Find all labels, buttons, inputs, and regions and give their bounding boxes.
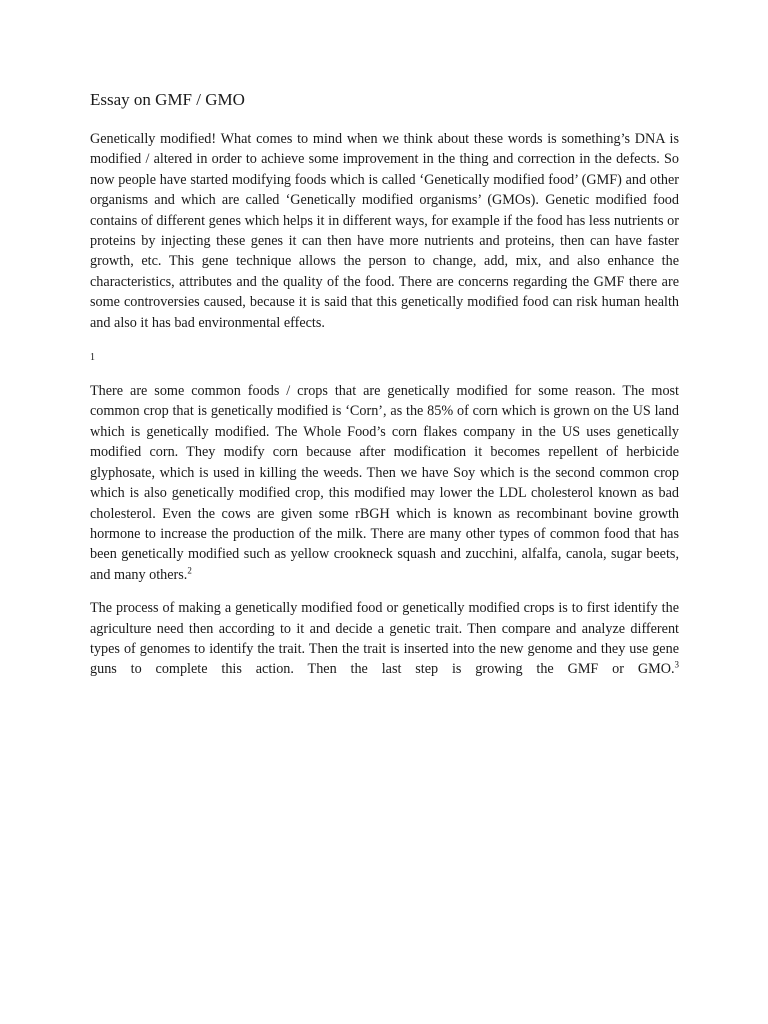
paragraph-2: [90, 381, 679, 585]
footnote-marker-1: 1: [90, 352, 95, 364]
paragraph-2-text: There are some common foods / crops that are genetically modified for some reason. The most common crop that is genetically modified is ‘Corn’, as the 85% of corn which is grown on the US land which is genetically modified. The Whole Food’s corn flakes company in the US uses genetically modified corn. They modify corn because after modification it becomes repellent of herbicide glyphosate, which is used in killing the weeds. Then we have Soy which is the second common crop which is also genetically modified crop, this modified may lower the LDL cholesterol known as bad cholesterol. Even the cows are given some rBGH which is known as recombinant bovine growth hormone to increase the production of the milk. There are many other types of common food that has been genetically modified such as yellow crookneck squash and zucchini, alfalfa, canola, sugar beets, and many others.: [90, 383, 679, 583]
paragraph-3-text: The process of making a genetically modified food or genetically modified crops is to first identify the agriculture need then according to it and decide a genetic trait. Then compare and analyze different types of genomes to identify the trait. Then the trait is inserted into the new genome and they use gene guns to complete this action. Then the last step is growing the GMF or GMO.: [90, 600, 679, 678]
document-title: Essay on GMF / GMO: [90, 90, 245, 109]
paragraph-3: [90, 598, 679, 680]
footnote-ref-2: 2: [187, 564, 192, 575]
footnote-ref-3: 3: [674, 659, 679, 670]
document-page: [90, 88, 679, 680]
paragraph-1: Genetically modified! What comes to mind when we think about these words is something’s DNA is modified / altered in order to achieve some improvement in the thing and correction in the defects. So now people have started modifying foods which is called ‘Genetically modified food’ (GMF) and other organisms and which are called ‘Genetically modified organisms’ (GMOs). Genetic modified food contains of different genes which helps it in different ways, for example if the food has less nutrients or proteins by injecting these genes it can then have more nutrients and proteins, then can have faster growth, etc. This gene technique allows the person to change, add, mix, and also enhance the characteristics, attributes and the quality of the food. There are concerns regarding the GMF there are some controversies caused, because it is said that this genetically modified food can risk human health and also it has bad environmental effects.: [90, 131, 679, 331]
